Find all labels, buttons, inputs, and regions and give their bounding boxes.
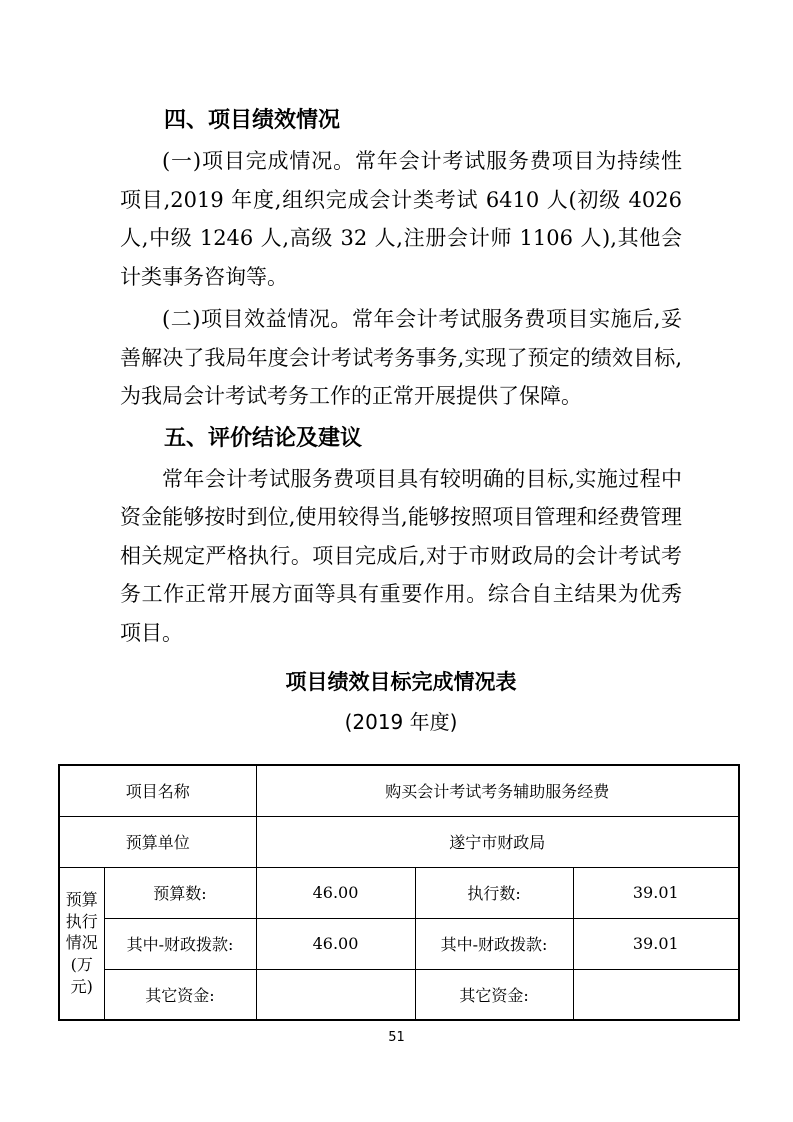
cell-execution-amount-value: 39.01 (573, 867, 739, 918)
table-row-budget-unit (59, 816, 739, 867)
cell-project-name-label: 项目名称 (59, 765, 256, 816)
performance-table-title: 项目绩效目标完成情况表 (285, 670, 517, 694)
table-row-project-name (59, 765, 739, 816)
cell-budget-unit-value: 遂宁市财政局 (256, 816, 739, 867)
paragraph-project-completion: (一)项目完成情况。常年会计考试服务费项目为持续性项目,2019 年度,组织完成会计类考试 6410 人(初级 4026 人,中级 1246 人,高级 32 人,注册会计师 1106 人),其他会计类事务咨询等。 (120, 149, 682, 289)
cell-execution-amount-label: 执行数: (415, 867, 573, 918)
cell-fiscal-allocation-execution-value: 39.01 (573, 918, 739, 969)
performance-table (58, 764, 740, 1021)
cell-budget-unit-label: 预算单位 (59, 816, 256, 867)
cell-other-funds-execution-value (573, 969, 739, 1020)
paragraph-project-benefit: (二)项目效益情况。常年会计考试服务费项目实施后,妥善解决了我局年度会计考试考务事务,实现了预定的绩效目标,为我局会计考试考务工作的正常开展提供了保障。 (120, 307, 682, 408)
cell-fiscal-allocation-execution-label: 其中-财政拨款: (415, 918, 573, 969)
cell-other-funds-budget-label: 其它资金: (104, 969, 256, 1020)
table-row-budget-2 (59, 918, 739, 969)
page-number: 51 (388, 1030, 405, 1045)
section-heading-four: 四、项目绩效情况 (164, 108, 341, 133)
cell-budget-amount-label: 预算数: (104, 867, 256, 918)
performance-table-subtitle: (2019 年度) (344, 710, 458, 734)
cell-fiscal-allocation-budget-value: 46.00 (256, 918, 415, 969)
table-row-budget-3 (59, 969, 739, 1020)
cell-other-funds-execution-label: 其它资金: (415, 969, 573, 1020)
cell-other-funds-budget-value (256, 969, 415, 1020)
cell-project-name-value: 购买会计考试考务辅助服务经费 (256, 765, 739, 816)
section-heading-five: 五、评价结论及建议 (164, 425, 363, 451)
cell-fiscal-allocation-budget-label: 其中-财政拨款: (104, 918, 256, 969)
table-row-budget-1 (59, 867, 739, 918)
cell-budget-group-label: 预算执行情况(万元) (59, 867, 104, 1020)
cell-budget-amount-value: 46.00 (256, 867, 415, 918)
paragraph-evaluation-conclusion: 常年会计考试服务费项目具有较明确的目标,实施过程中资金能够按时到位,使用较得当,能够按照项目管理和经费管理相关规定严格执行。项目完成后,对于市财政局的会计考试考务工作正常开展方面等具有重要作用。综合自主结果为优秀项目。 (120, 466, 682, 645)
